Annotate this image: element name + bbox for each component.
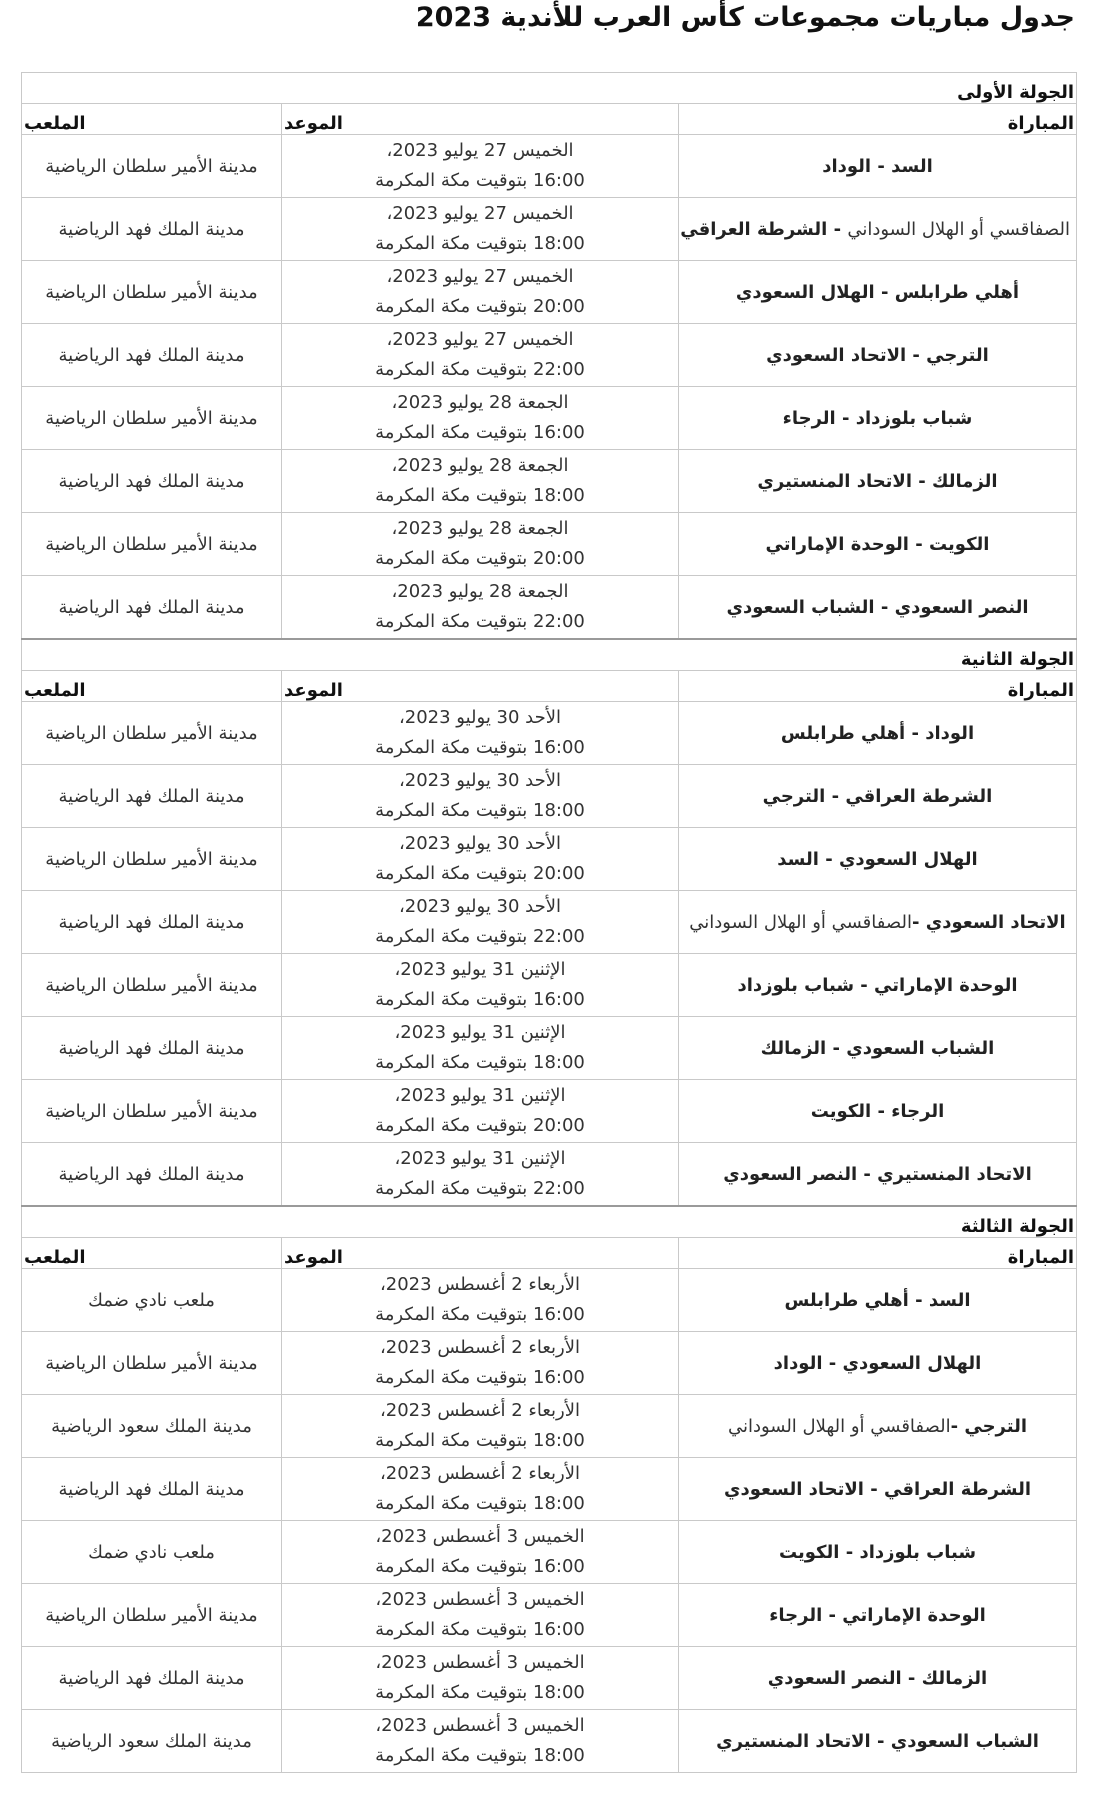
match-cell <box>679 1710 1077 1773</box>
match-cell <box>679 1017 1077 1080</box>
date-cell <box>282 1017 679 1080</box>
away-team: الرجاء <box>782 407 836 429</box>
date-cell <box>282 576 679 640</box>
away-team: الترجي <box>762 785 826 807</box>
venue-cell: مدينة الملك فهد الرياضية <box>22 1458 282 1521</box>
match-date: الإثنين 31 يوليو 2023، <box>394 1148 566 1169</box>
match-date: الخميس 27 يوليو 2023، <box>386 266 574 287</box>
match-row <box>22 450 1077 513</box>
venue-cell: مدينة الملك فهد الرياضية <box>22 198 282 261</box>
column-header-row <box>22 1238 1077 1269</box>
match-time: 16:00 بتوقيت مكة المكرمة <box>375 737 585 758</box>
venue-cell: ملعب نادي ضمك <box>22 1269 282 1332</box>
match-date: الجمعة 28 يوليو 2023، <box>391 581 569 602</box>
match-cell <box>679 1269 1077 1332</box>
match-cell <box>679 765 1077 828</box>
venue-cell: مدينة الملك فهد الرياضية <box>22 1143 282 1207</box>
column-header-row <box>22 671 1077 702</box>
date-cell <box>282 1647 679 1710</box>
venue-cell: ملعب نادي ضمك <box>22 1521 282 1584</box>
venue-cell: مدينة الملك فهد الرياضية <box>22 1647 282 1710</box>
team-separator: - <box>911 911 926 933</box>
date-cell <box>282 765 679 828</box>
match-row <box>22 576 1077 640</box>
header-venue: الملعب <box>22 671 282 702</box>
match-time: 18:00 بتوقيت مكة المكرمة <box>375 1430 585 1451</box>
venue-cell: مدينة الملك فهد الرياضية <box>22 450 282 513</box>
match-date: الأربعاء 2 أغسطس 2023، <box>379 1400 581 1421</box>
match-row <box>22 702 1077 765</box>
date-cell <box>282 1584 679 1647</box>
round-title: الجولة الثالثة <box>22 1206 1077 1238</box>
match-time: 20:00 بتوقيت مكة المكرمة <box>375 1115 585 1136</box>
team-separator: - <box>950 1415 965 1437</box>
match-row <box>22 261 1077 324</box>
home-team: الوحدة الإماراتي <box>842 1604 986 1626</box>
away-team: الرجاء <box>769 1604 823 1626</box>
header-venue: الملعب <box>22 1238 282 1269</box>
home-team: الشرطة العراقي <box>845 785 993 807</box>
home-team: الاتحاد السعودي <box>925 911 1066 933</box>
round-title: الجولة الثانية <box>22 639 1077 671</box>
match-date: الخميس 27 يوليو 2023، <box>386 329 574 350</box>
match-cell <box>679 135 1077 198</box>
match-row <box>22 891 1077 954</box>
home-team: السد <box>891 155 933 177</box>
home-team: الترجي <box>926 344 989 366</box>
away-team: الكويت <box>778 1541 840 1563</box>
away-team: الشباب السعودي <box>726 596 875 618</box>
round-header-row <box>22 1206 1077 1238</box>
match-row <box>22 1143 1077 1207</box>
team-separator: - <box>827 218 848 240</box>
team-separator: - <box>854 974 875 996</box>
match-date: الجمعة 28 يوليو 2023، <box>391 392 569 413</box>
team-separator: - <box>822 1604 843 1626</box>
match-row <box>22 1710 1077 1773</box>
home-team: الصفاقسي أو الهلال السوداني <box>847 218 1070 240</box>
match-cell <box>679 1584 1077 1647</box>
match-row <box>22 1080 1077 1143</box>
venue-cell: مدينة الملك فهد الرياضية <box>22 576 282 640</box>
date-cell <box>282 954 679 1017</box>
team-separator: - <box>863 1478 884 1500</box>
date-cell <box>282 1710 679 1773</box>
match-cell <box>679 828 1077 891</box>
match-date: الخميس 3 أغسطس 2023، <box>375 1589 585 1610</box>
header-date: الموعد <box>282 104 679 135</box>
team-separator: - <box>818 848 839 870</box>
match-time: 20:00 بتوقيت مكة المكرمة <box>375 863 585 884</box>
match-cell <box>679 576 1077 640</box>
date-cell <box>282 828 679 891</box>
away-team: شباب بلوزداد <box>737 974 855 996</box>
match-row <box>22 954 1077 1017</box>
match-time: 18:00 بتوقيت مكة المكرمة <box>375 1745 585 1766</box>
team-separator: - <box>826 1037 847 1059</box>
match-row <box>22 135 1077 198</box>
round-title: الجولة الأولى <box>22 73 1077 104</box>
header-date: الموعد <box>282 671 679 702</box>
match-time: 16:00 بتوقيت مكة المكرمة <box>375 1619 585 1640</box>
match-date: الأربعاء 2 أغسطس 2023، <box>379 1463 581 1484</box>
match-cell <box>679 1647 1077 1710</box>
match-row <box>22 513 1077 576</box>
home-team: شباب بلوزداد <box>855 407 973 429</box>
match-date: الأحد 30 يوليو 2023، <box>398 896 562 917</box>
header-venue: الملعب <box>22 104 282 135</box>
match-date: الخميس 3 أغسطس 2023، <box>375 1715 585 1736</box>
home-team: الهلال السعودي <box>842 1352 982 1374</box>
home-team: النصر السعودي <box>894 596 1029 618</box>
match-row <box>22 1647 1077 1710</box>
home-team: الشرطة العراقي <box>883 1478 1032 1500</box>
match-cell <box>679 450 1077 513</box>
match-time: 18:00 بتوقيت مكة المكرمة <box>375 233 585 254</box>
away-team: الشرطة العراقي <box>680 218 828 240</box>
away-team: الكويت <box>810 1100 872 1122</box>
match-time: 16:00 بتوقيت مكة المكرمة <box>375 170 585 191</box>
match-row <box>22 765 1077 828</box>
match-date: الخميس 27 يوليو 2023، <box>386 140 574 161</box>
header-match: المباراة <box>679 104 1077 135</box>
match-date: الخميس 3 أغسطس 2023، <box>375 1526 585 1547</box>
away-team: الاتحاد المنستيري <box>716 1730 871 1752</box>
venue-cell: مدينة الأمير سلطان الرياضية <box>22 954 282 1017</box>
match-time: 20:00 بتوقيت مكة المكرمة <box>375 548 585 569</box>
home-team: شباب بلوزداد <box>859 1541 977 1563</box>
match-date: الإثنين 31 يوليو 2023، <box>394 959 566 980</box>
venue-cell: مدينة الملك سعود الرياضية <box>22 1395 282 1458</box>
home-team: الكويت <box>928 533 990 555</box>
match-date: الأحد 30 يوليو 2023، <box>398 770 562 791</box>
away-team: الوداد <box>773 1352 823 1374</box>
match-time: 18:00 بتوقيت مكة المكرمة <box>375 800 585 821</box>
date-cell <box>282 324 679 387</box>
match-time: 18:00 بتوقيت مكة المكرمة <box>375 1682 585 1703</box>
home-team: الشباب السعودي <box>846 1037 995 1059</box>
venue-cell: مدينة الأمير سلطان الرياضية <box>22 702 282 765</box>
match-cell <box>679 324 1077 387</box>
team-separator: - <box>874 281 895 303</box>
date-cell <box>282 1269 679 1332</box>
venue-cell: مدينة الملك سعود الرياضية <box>22 1710 282 1773</box>
away-team: السد <box>777 848 819 870</box>
match-row <box>22 198 1077 261</box>
round-header-row <box>22 639 1077 671</box>
round-header-row <box>22 73 1077 104</box>
home-team: الرجاء <box>891 1100 945 1122</box>
away-team: الوداد <box>822 155 872 177</box>
team-separator: - <box>839 1541 860 1563</box>
team-separator: - <box>906 344 927 366</box>
match-time: 16:00 بتوقيت مكة المكرمة <box>375 1556 585 1577</box>
match-row <box>22 387 1077 450</box>
home-team: الشباب السعودي <box>890 1730 1039 1752</box>
team-separator: - <box>908 1289 929 1311</box>
match-time: 22:00 بتوقيت مكة المكرمة <box>375 359 585 380</box>
home-team: الاتحاد المنستيري <box>877 1163 1032 1185</box>
match-row <box>22 1332 1077 1395</box>
match-time: 20:00 بتوقيت مكة المكرمة <box>375 296 585 317</box>
date-cell <box>282 1143 679 1207</box>
match-cell <box>679 891 1077 954</box>
away-team: النصر السعودي <box>767 1667 902 1689</box>
match-date: الأربعاء 2 أغسطس 2023، <box>379 1337 581 1358</box>
date-cell <box>282 198 679 261</box>
date-cell <box>282 1521 679 1584</box>
match-cell <box>679 1458 1077 1521</box>
match-date: الأحد 30 يوليو 2023، <box>398 707 562 728</box>
match-time: 16:00 بتوقيت مكة المكرمة <box>375 989 585 1010</box>
away-team: الاتحاد المنستيري <box>757 470 913 492</box>
away-team: الوحدة الإماراتي <box>765 533 909 555</box>
page-title: جدول مباريات مجموعات كأس العرب للأندية 2023 <box>415 2 1075 33</box>
venue-cell: مدينة الأمير سلطان الرياضية <box>22 828 282 891</box>
venue-cell: مدينة الملك فهد الرياضية <box>22 324 282 387</box>
match-time: 18:00 بتوقيت مكة المكرمة <box>375 1052 585 1073</box>
team-separator: - <box>908 533 929 555</box>
away-team: أهلي طرابلس <box>780 722 906 744</box>
match-row <box>22 1521 1077 1584</box>
match-date: الجمعة 28 يوليو 2023، <box>391 455 569 476</box>
team-separator: - <box>835 407 856 429</box>
match-row <box>22 828 1077 891</box>
match-cell <box>679 1332 1077 1395</box>
match-cell <box>679 1143 1077 1207</box>
match-cell <box>679 1521 1077 1584</box>
venue-cell: مدينة الأمير سلطان الرياضية <box>22 1332 282 1395</box>
date-cell <box>282 1332 679 1395</box>
venue-cell: مدينة الأمير سلطان الرياضية <box>22 261 282 324</box>
home-team: أهلي طرابلس <box>894 281 1020 303</box>
match-cell <box>679 954 1077 1017</box>
venue-cell: مدينة الأمير سلطان الرياضية <box>22 1080 282 1143</box>
date-cell <box>282 135 679 198</box>
team-separator: - <box>825 785 846 807</box>
venue-cell: مدينة الأمير سلطان الرياضية <box>22 1584 282 1647</box>
match-time: 22:00 بتوقيت مكة المكرمة <box>375 1178 585 1199</box>
venue-cell: مدينة الملك فهد الرياضية <box>22 891 282 954</box>
venue-cell: مدينة الأمير سلطان الرياضية <box>22 135 282 198</box>
match-time: 16:00 بتوقيت مكة المكرمة <box>375 1304 585 1325</box>
team-separator: - <box>871 155 892 177</box>
date-cell <box>282 1458 679 1521</box>
match-time: 22:00 بتوقيت مكة المكرمة <box>375 611 585 632</box>
date-cell <box>282 261 679 324</box>
venue-cell: مدينة الملك فهد الرياضية <box>22 1017 282 1080</box>
team-separator: - <box>870 1730 891 1752</box>
match-cell <box>679 1395 1077 1458</box>
away-team: الصفاقسي أو الهلال السوداني <box>727 1415 951 1437</box>
team-separator: - <box>857 1163 878 1185</box>
home-team: الترجي <box>964 1415 1028 1437</box>
home-team: الهلال السعودي <box>838 848 978 870</box>
venue-cell: مدينة الأمير سلطان الرياضية <box>22 387 282 450</box>
away-team: أهلي طرابلس <box>784 1289 909 1311</box>
date-cell <box>282 450 679 513</box>
column-header-row <box>22 104 1077 135</box>
date-cell <box>282 1080 679 1143</box>
home-team: الوحدة الإماراتي <box>874 974 1018 996</box>
team-separator: - <box>871 1100 892 1122</box>
date-cell <box>282 387 679 450</box>
match-date: الخميس 3 أغسطس 2023، <box>375 1652 585 1673</box>
date-cell <box>282 513 679 576</box>
match-date: الأحد 30 يوليو 2023، <box>398 833 562 854</box>
match-time: 18:00 بتوقيت مكة المكرمة <box>375 485 585 506</box>
match-date: الأربعاء 2 أغسطس 2023، <box>379 1274 581 1295</box>
match-row <box>22 1269 1077 1332</box>
match-time: 22:00 بتوقيت مكة المكرمة <box>375 926 585 947</box>
match-cell <box>679 702 1077 765</box>
match-date: الخميس 27 يوليو 2023، <box>386 203 574 224</box>
header-date: الموعد <box>282 1238 679 1269</box>
venue-cell: مدينة الأمير سلطان الرياضية <box>22 513 282 576</box>
match-row <box>22 1458 1077 1521</box>
venue-cell: مدينة الملك فهد الرياضية <box>22 765 282 828</box>
away-team: النصر السعودي <box>723 1163 858 1185</box>
schedule-body <box>22 73 1077 1773</box>
match-time: 16:00 بتوقيت مكة المكرمة <box>375 1367 585 1388</box>
date-cell <box>282 891 679 954</box>
match-cell <box>679 1080 1077 1143</box>
match-row <box>22 324 1077 387</box>
date-cell <box>282 1395 679 1458</box>
match-date: الجمعة 28 يوليو 2023، <box>391 518 569 539</box>
match-row <box>22 1395 1077 1458</box>
match-cell <box>679 198 1077 261</box>
header-match: المباراة <box>679 1238 1077 1269</box>
schedule-table <box>21 72 1077 1773</box>
team-separator: - <box>912 470 933 492</box>
home-team: الوداد <box>925 722 975 744</box>
date-cell <box>282 702 679 765</box>
header-match: المباراة <box>679 671 1077 702</box>
team-separator: - <box>905 722 926 744</box>
home-team: الزمالك <box>932 470 998 492</box>
away-team: الهلال السعودي <box>735 281 875 303</box>
home-team: الزمالك <box>921 1667 988 1689</box>
away-team: الزمالك <box>760 1037 827 1059</box>
team-separator: - <box>822 1352 843 1374</box>
match-cell <box>679 513 1077 576</box>
match-row <box>22 1584 1077 1647</box>
team-separator: - <box>901 1667 922 1689</box>
away-team: الصفاقسي أو الهلال السوداني <box>689 911 912 933</box>
match-row <box>22 1017 1077 1080</box>
match-cell <box>679 387 1077 450</box>
match-time: 16:00 بتوقيت مكة المكرمة <box>375 422 585 443</box>
match-date: الإثنين 31 يوليو 2023، <box>394 1022 566 1043</box>
away-team: الاتحاد السعودي <box>723 1478 864 1500</box>
match-cell <box>679 261 1077 324</box>
match-date: الإثنين 31 يوليو 2023، <box>394 1085 566 1106</box>
match-time: 18:00 بتوقيت مكة المكرمة <box>375 1493 585 1514</box>
home-team: السد <box>928 1289 971 1311</box>
away-team: الاتحاد السعودي <box>766 344 907 366</box>
team-separator: - <box>874 596 895 618</box>
